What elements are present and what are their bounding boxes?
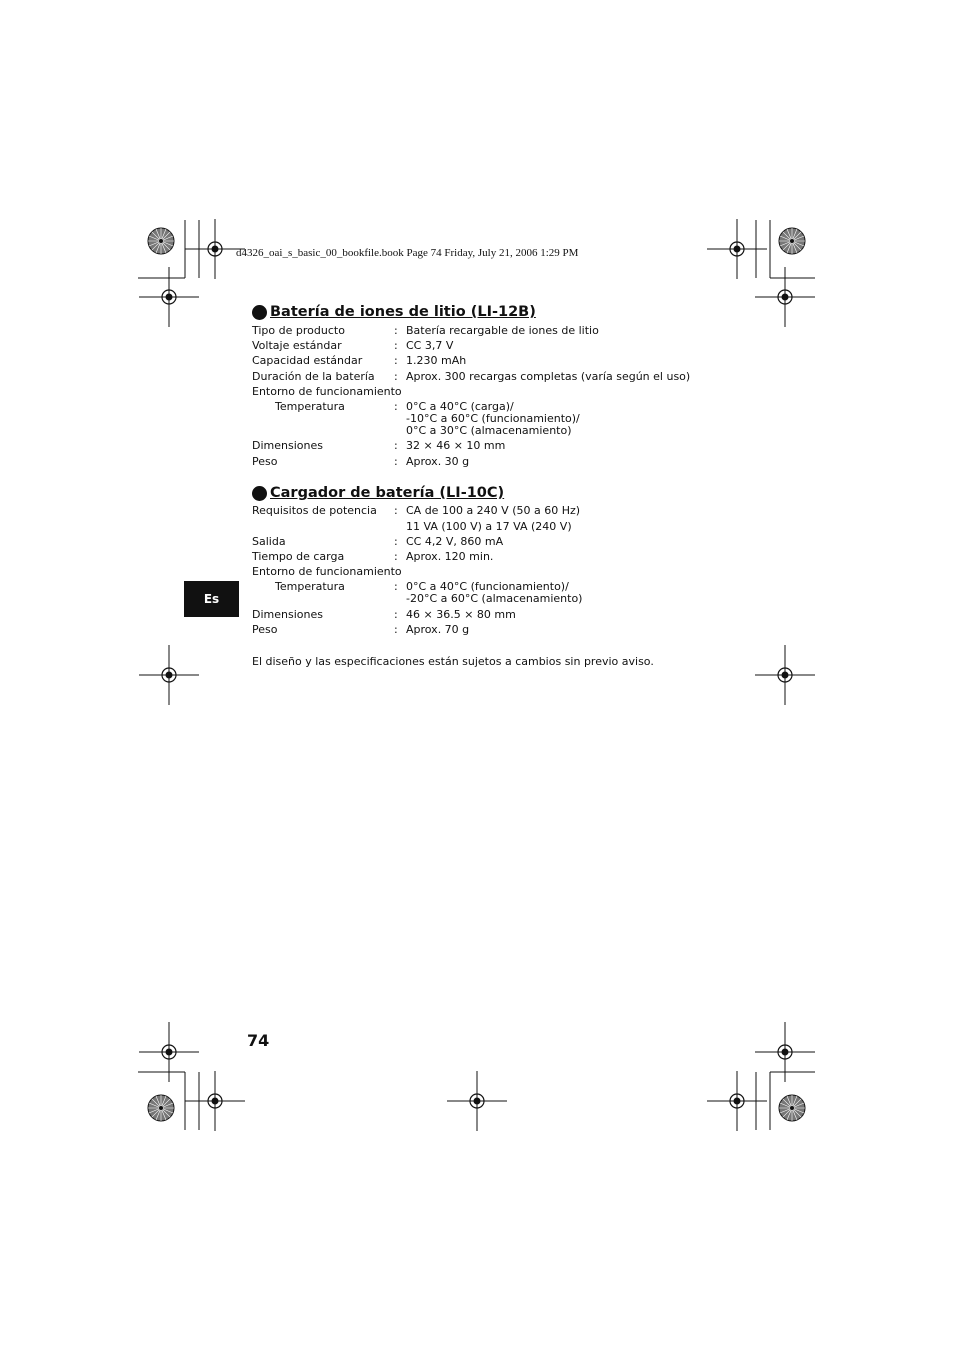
- spec-value: [406, 371, 690, 383]
- spec-separator: :: [394, 339, 398, 352]
- spec-value: [406, 536, 503, 548]
- spec-separator: :: [394, 608, 398, 621]
- spec-separator: :: [394, 354, 398, 367]
- registration-mark-icon: [139, 267, 199, 327]
- registration-mark-icon: [447, 1071, 507, 1131]
- spec-label: Tiempo de carga: [252, 550, 345, 563]
- bullet-icon: [252, 486, 267, 501]
- spec-value: [406, 440, 505, 452]
- spec-separator: :: [394, 455, 398, 468]
- spec-value-line: 46 × 36.5 × 80 mm: [406, 608, 516, 621]
- spec-value: [406, 340, 453, 352]
- spec-value: [406, 355, 466, 367]
- section-title-text: Batería de iones de litio (LI-12B): [270, 304, 536, 320]
- spec-value-line: 11 VA (100 V) a 17 VA (240 V): [406, 520, 572, 533]
- registration-mark-icon: [707, 219, 767, 279]
- spec-label: Capacidad estándar: [252, 354, 363, 367]
- spec-separator: :: [394, 400, 398, 413]
- print-header: d4326_oai_s_basic_00_bookfile.book Page 74 Friday, July 21, 2006 1:29 PM: [236, 247, 579, 259]
- spec-value-line: CC 3,7 V: [406, 339, 454, 352]
- spec-value-line: CC 4,2 V, 860 mA: [406, 535, 504, 548]
- spec-label: Dimensiones: [252, 439, 323, 452]
- spec-label: Entorno de funcionamiento: [252, 385, 402, 398]
- spec-value-line: 1.230 mAh: [406, 354, 467, 367]
- registration-mark-icon: [139, 645, 199, 705]
- spec-separator: :: [394, 370, 398, 383]
- spec-value: [406, 551, 493, 563]
- spec-label: Requisitos de potencia: [252, 504, 377, 517]
- spec-value-line: 32 × 46 × 10 mm: [406, 439, 506, 452]
- spec-separator: :: [394, 324, 398, 337]
- spec-value-line: CA de 100 a 240 V (50 a 60 Hz): [406, 504, 581, 517]
- spec-separator: :: [394, 439, 398, 452]
- bullet-icon: [252, 305, 267, 320]
- spec-value-line: Aprox. 120 min.: [406, 550, 494, 563]
- spec-label: Salida: [252, 535, 286, 548]
- spec-separator: :: [394, 504, 398, 517]
- spec-separator: :: [394, 550, 398, 563]
- spec-label: Dimensiones: [252, 608, 323, 621]
- spec-value: [406, 401, 580, 437]
- spec-label: Voltaje estándar: [252, 339, 342, 352]
- spec-label: Peso: [252, 623, 278, 636]
- spec-value: [406, 609, 516, 621]
- spec-value-line: Aprox. 300 recargas completas (varía según el uso): [406, 370, 691, 383]
- spec-value-line: -20°C a 60°C (almacenamiento): [406, 592, 583, 605]
- spec-value-line: -10°C a 60°C (funcionamiento)/: [406, 412, 580, 425]
- color-rosette-icon: [779, 228, 805, 254]
- registration-mark-icon: [139, 1022, 199, 1082]
- spec-value-line: Batería recargable de iones de litio: [406, 324, 599, 337]
- spec-value-line: 0°C a 40°C (funcionamiento)/: [406, 580, 569, 593]
- color-rosette-icon: [148, 1095, 174, 1121]
- spec-label: Temperatura: [275, 400, 345, 413]
- spec-value: [406, 505, 580, 517]
- registration-mark-icon: [755, 1022, 815, 1082]
- spec-value-line: 0°C a 40°C (carga)/: [406, 400, 514, 413]
- spec-label: Duración de la batería: [252, 370, 375, 383]
- registration-mark-icon: [755, 267, 815, 327]
- spec-value: [406, 624, 469, 636]
- spec-value: [406, 521, 572, 533]
- spec-label: Tipo de producto: [252, 324, 345, 337]
- spec-value: [406, 325, 599, 337]
- spec-value-line: Aprox. 70 g: [406, 623, 470, 636]
- section-title-battery: [252, 304, 536, 320]
- language-tab: Es: [184, 581, 239, 617]
- color-rosette-icon: [148, 228, 174, 254]
- registration-mark-icon: [185, 1071, 245, 1131]
- section-title-text: Cargador de batería (LI-10C): [270, 485, 505, 501]
- spec-separator: :: [394, 535, 398, 548]
- spec-separator: :: [394, 623, 398, 636]
- spec-value-line: 0°C a 30°C (almacenamiento): [406, 424, 572, 437]
- spec-value: [406, 456, 469, 468]
- spec-label: Peso: [252, 455, 278, 468]
- spec-value: [406, 581, 582, 605]
- color-rosette-icon: [779, 1095, 805, 1121]
- spec-label: Entorno de funcionamiento: [252, 565, 402, 578]
- page-number: 74: [247, 1031, 270, 1050]
- registration-mark-icon: [707, 1071, 767, 1131]
- spec-label: Temperatura: [275, 580, 345, 593]
- spec-value-line: Aprox. 30 g: [406, 455, 470, 468]
- spec-separator: :: [394, 580, 398, 593]
- section-title-charger: [252, 485, 504, 501]
- disclaimer-note: El diseño y las especificaciones están sujetos a cambios sin previo aviso.: [252, 655, 654, 668]
- registration-mark-icon: [755, 645, 815, 705]
